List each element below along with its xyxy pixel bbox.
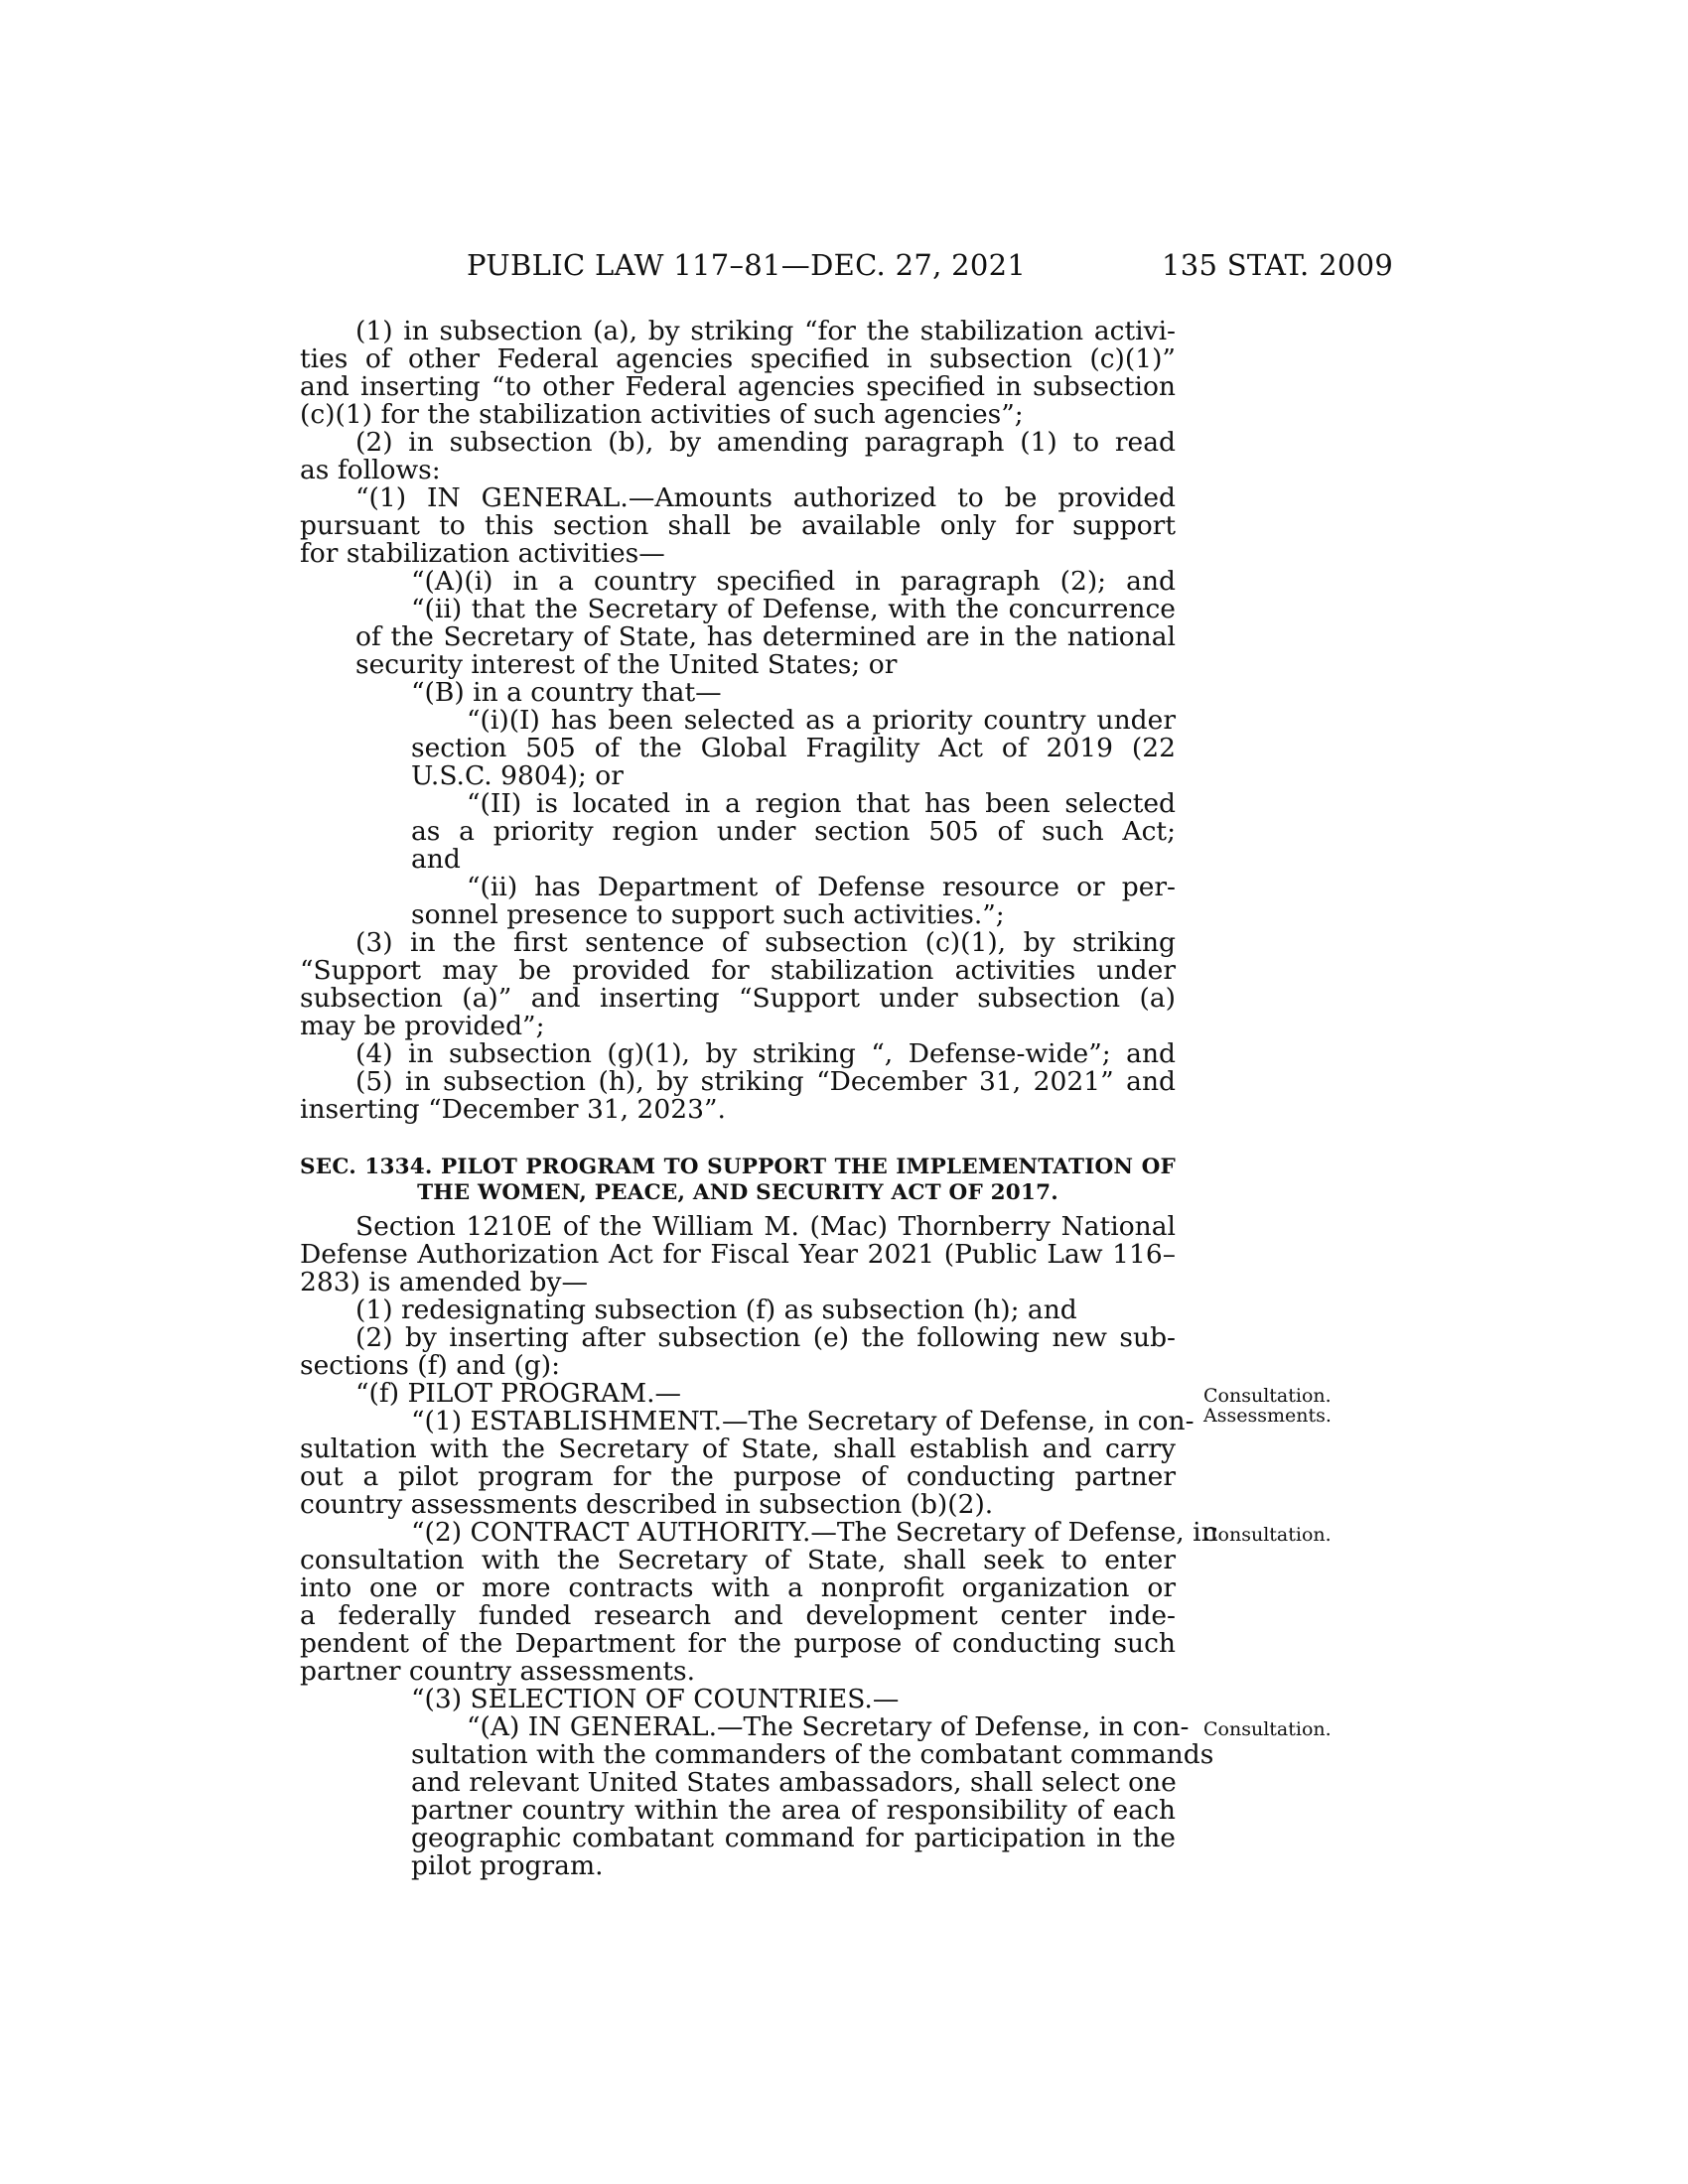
text-line: section 505 of the Global Fragility Act of 2019 (22 <box>411 733 1176 763</box>
text-line: consultation with the Secretary of State, shall seek to enter <box>300 1545 1176 1575</box>
text-line: ties of other Federal agencies specified in subsection (c)(1)” <box>300 343 1176 374</box>
text-line: “(3) SELECTION OF COUNTRIES.— <box>411 1684 900 1714</box>
text-line: subsection (a)” and inserting “Support under subsection (a) <box>300 983 1176 1014</box>
text-line: (3) in the first sentence of subsection (c)(1), by striking <box>355 927 1176 958</box>
text-line: “(2) CONTRACT AUTHORITY.—The Secretary of Defense, in <box>411 1517 1218 1548</box>
text-line: (2) in subsection (b), by amending paragraph (1) to read <box>355 427 1176 458</box>
text-line: out a pilot program for the purpose of conducting partner <box>300 1461 1176 1492</box>
text-line: pursuant to this section shall be available only for support <box>300 510 1176 541</box>
text-line: (5) in subsection (h), by striking “December 31, 2021” and <box>355 1066 1176 1097</box>
text-line: 283) is amended by— <box>300 1267 588 1297</box>
text-line: sultation with the Secretary of State, shall establish and carry <box>300 1433 1176 1464</box>
text-line: as a priority region under section 505 of such Act; <box>411 816 1176 847</box>
text-line: “(i)(I) has been selected as a priority country under <box>467 705 1176 736</box>
text-line: (1) in subsection (a), by striking “for the stabilization activi- <box>355 316 1176 346</box>
text-line: “(A)(i) in a country specified in paragraph (2); and <box>411 566 1176 597</box>
text-line: (2) by inserting after subsection (e) the following new sub- <box>355 1322 1176 1353</box>
text-line: U.S.C. 9804); or <box>411 760 624 791</box>
text-line: “(f) PILOT PROGRAM.— <box>355 1378 682 1409</box>
running-head-title: PUBLIC LAW 117–81—DEC. 27, 2021 <box>467 248 1027 282</box>
text-line: “(B) in a country that— <box>411 677 722 708</box>
text-line: pilot program. <box>411 1850 604 1881</box>
text-line: “Support may be provided for stabilization activities under <box>300 955 1176 986</box>
text-line: and <box>411 844 461 875</box>
text-line: as follows: <box>300 455 441 485</box>
margin-note: Consultation. <box>1203 1524 1332 1546</box>
text-line: country assessments described in subsection (b)(2). <box>300 1489 994 1520</box>
text-line: “(1) IN GENERAL.—Amounts authorized to be provided <box>355 482 1176 513</box>
margin-note: Consultation. <box>1203 1385 1332 1407</box>
text-line: “(A) IN GENERAL.—The Secretary of Defense, in con- <box>467 1711 1190 1742</box>
text-line: Section 1210E of the William M. (Mac) Thornberry National <box>355 1211 1176 1242</box>
text-line: (1) redesignating subsection (f) as subsection (h); and <box>355 1295 1077 1325</box>
text-line: (c)(1) for the stabilization activities of such agencies”; <box>300 399 1024 430</box>
text-line: partner country within the area of responsibility of each <box>411 1795 1176 1826</box>
running-head-page-number: 135 STAT. 2009 <box>1162 248 1394 282</box>
margin-note: Consultation. <box>1203 1718 1332 1740</box>
text-line: Defense Authorization Act for Fiscal Year 2021 (Public Law 116– <box>300 1239 1176 1270</box>
text-line: pendent of the Department for the purpose of conducting such <box>300 1628 1176 1659</box>
text-line: security interest of the United States; or <box>355 649 898 680</box>
margin-note: Assessments. <box>1203 1405 1332 1427</box>
text-line: “(1) ESTABLISHMENT.—The Secretary of Defense, in con- <box>411 1406 1195 1436</box>
text-line: sections (f) and (g): <box>300 1350 561 1381</box>
text-line: may be provided”; <box>300 1011 545 1041</box>
section-heading-continued: THE WOMEN, PEACE, AND SECURITY ACT OF 2017. <box>417 1180 1058 1205</box>
text-line: and relevant United States ambassadors, shall select one <box>411 1767 1177 1798</box>
text-line: inserting “December 31, 2023”. <box>300 1094 726 1125</box>
text-line: sonnel presence to support such activities.”; <box>411 899 1005 930</box>
text-line: “(ii) has Department of Defense resource or per- <box>467 872 1176 902</box>
text-line: partner country assessments. <box>300 1656 695 1687</box>
section-heading: SEC. 1334. PILOT PROGRAM TO SUPPORT THE IMPLEMENTATION OF <box>300 1155 1176 1179</box>
text-line: “(II) is located in a region that has been selected <box>467 788 1176 819</box>
text-line: sultation with the commanders of the combatant commands <box>411 1739 1214 1770</box>
text-line: for stabilization activities— <box>300 538 665 569</box>
text-line: of the Secretary of State, has determined are in the national <box>355 621 1176 652</box>
text-line: (4) in subsection (g)(1), by striking “, Defense-wide”; and <box>355 1038 1176 1069</box>
text-line: and inserting “to other Federal agencies specified in subsection <box>300 371 1176 402</box>
text-line: geographic combatant command for participation in the <box>411 1823 1176 1853</box>
text-line: “(ii) that the Secretary of Defense, with the concurrence <box>411 594 1176 624</box>
text-line: into one or more contracts with a nonprofit organization or <box>300 1572 1176 1603</box>
text-line: a federally funded research and development center inde- <box>300 1600 1176 1631</box>
